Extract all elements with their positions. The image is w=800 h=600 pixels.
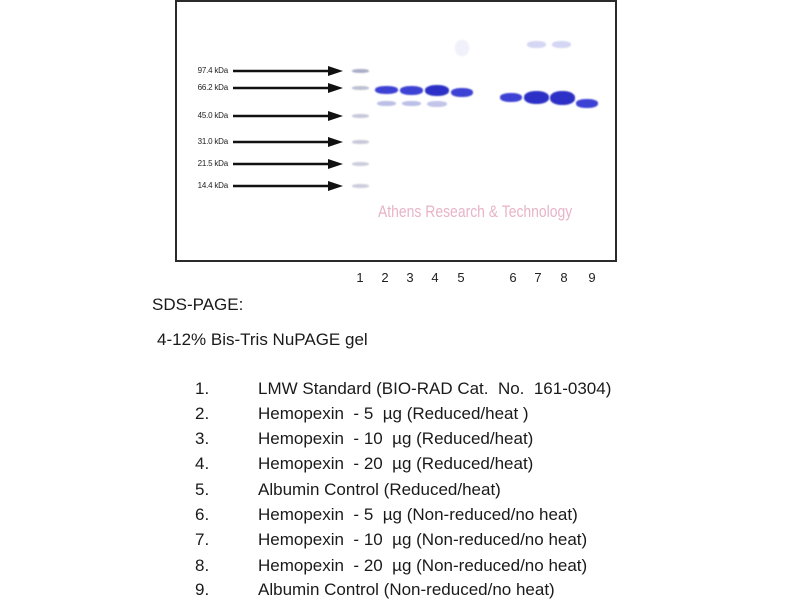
- lane-number: 8: [560, 270, 568, 285]
- legend-number: 7.: [195, 530, 210, 549]
- arrow-right-icon: [233, 111, 343, 121]
- arrow-right-icon: [233, 181, 343, 191]
- gel-band: [425, 85, 449, 96]
- caption-subtitle: 4-12% Bis-Tris NuPAGE gel: [157, 330, 368, 349]
- caption-title: SDS-PAGE:: [152, 295, 244, 314]
- gel-band: [427, 101, 447, 107]
- gel-band: [352, 184, 369, 188]
- lane-number: 7: [534, 270, 542, 285]
- marker-label: 45.0 kDa: [197, 111, 228, 120]
- gel-band: [455, 40, 469, 56]
- gel-band: [352, 86, 369, 90]
- marker-label: 31.0 kDa: [197, 137, 228, 146]
- legend-text: Hemopexin - 10 µg (Non-reduced/no heat): [258, 530, 588, 549]
- legend-text: Albumin Control (Non-reduced/no heat): [258, 580, 555, 599]
- gel-band: [451, 88, 473, 97]
- lane-number: 3: [406, 270, 414, 285]
- lane-number: 2: [381, 270, 389, 285]
- lane-number: 6: [509, 270, 517, 285]
- gel-band: [500, 93, 522, 102]
- marker-label: 14.4 kDa: [197, 181, 228, 190]
- lane-number: 1: [356, 270, 364, 285]
- legend-text: Hemopexin - 20 µg (Reduced/heat): [258, 454, 534, 473]
- arrow-right-icon: [233, 137, 343, 147]
- gel-band: [550, 91, 575, 105]
- arrow-right-icon: [233, 83, 343, 93]
- legend-number: 4.: [195, 454, 210, 473]
- gel-band: [352, 140, 369, 144]
- legend-text: LMW Standard (BIO-RAD Cat. No. 161-0304): [258, 379, 612, 398]
- lane-number: 5: [457, 270, 465, 285]
- legend-text: Hemopexin - 5 µg (Reduced/heat ): [258, 404, 529, 423]
- gel-band: [400, 86, 423, 95]
- legend-number: 8.: [195, 556, 210, 575]
- arrow-right-icon: [233, 159, 343, 169]
- gel-band: [402, 101, 421, 106]
- gel-band: [524, 91, 549, 104]
- lane-number: 4: [431, 270, 439, 285]
- gel-band: [377, 101, 396, 106]
- gel-band: [352, 69, 369, 73]
- marker-label: 97.4 kDa: [197, 66, 228, 75]
- legend-number: 3.: [195, 429, 210, 448]
- legend-number: 1.: [195, 379, 210, 398]
- gel-band: [352, 162, 369, 166]
- legend-number: 5.: [195, 480, 210, 499]
- gel-band: [576, 99, 598, 108]
- arrow-right-icon: [233, 66, 343, 76]
- gel-band: [552, 41, 571, 48]
- legend-text: Albumin Control (Reduced/heat): [258, 480, 501, 499]
- gel-band: [527, 41, 546, 48]
- legend-number: 6.: [195, 505, 210, 524]
- legend-number: 2.: [195, 404, 210, 423]
- legend-text: Hemopexin - 5 µg (Non-reduced/no heat): [258, 505, 578, 524]
- marker-arrows: [0, 0, 800, 262]
- lane-number: 9: [588, 270, 596, 285]
- legend-number: 9.: [195, 580, 210, 599]
- watermark: Athens Research & Technology: [378, 202, 573, 221]
- gel-band: [352, 114, 369, 118]
- legend-text: Hemopexin - 10 µg (Reduced/heat): [258, 429, 534, 448]
- legend-text: Hemopexin - 20 µg (Non-reduced/no heat): [258, 556, 588, 575]
- marker-label: 66.2 kDa: [197, 83, 228, 92]
- gel-band: [375, 86, 398, 94]
- marker-label: 21.5 kDa: [197, 159, 228, 168]
